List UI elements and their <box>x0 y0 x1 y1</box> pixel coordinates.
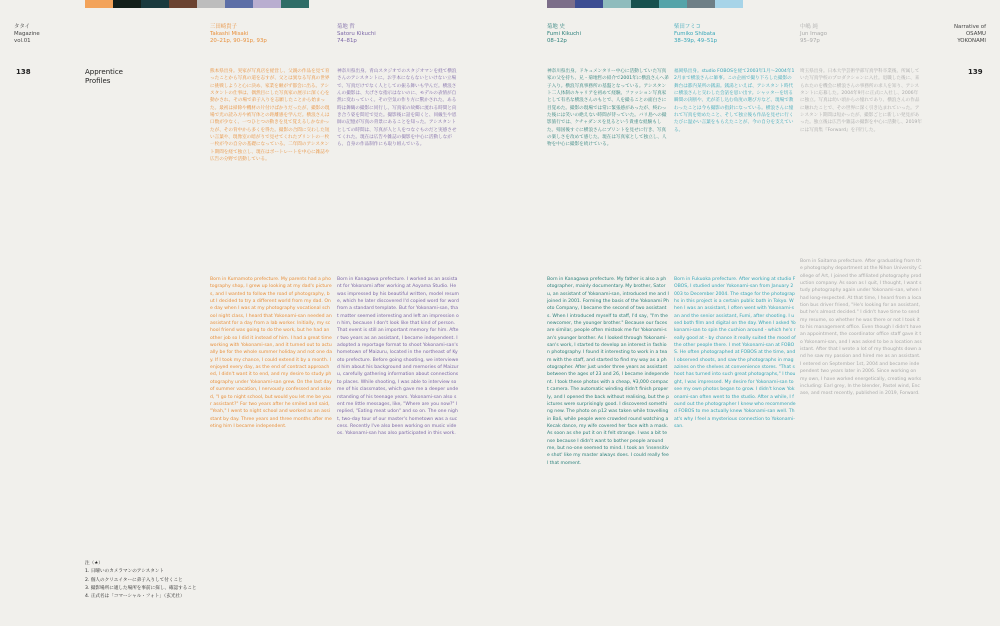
person-pages: 95–97p <box>800 38 820 44</box>
color-swatch <box>197 0 225 8</box>
magazine-title-jp: タタイ <box>14 24 31 30</box>
color-swatch <box>715 0 743 8</box>
footnotes <box>85 560 197 601</box>
person-name: Fumiko Shibata <box>674 31 716 37</box>
narrative-line2: OSAMU <box>965 31 986 37</box>
footnote-item: 4. 正式名は「コマーシャル・フォト」（玄光社） <box>85 594 185 600</box>
person-header <box>547 24 581 45</box>
color-swatch <box>631 0 659 8</box>
profile-en-text: Born in Kumamoto prefecture. My parents had a photography shop, I grew up looking at my dad's pictures, and I wanted to follow the road of photography, but I decided to try a different world from my dad. One day when I was at my photography vocational school night class, I heard that Yokonami-san needed an assistant for a day from a lab worker. Initially, my school friend was going to do the work, but he had another job so I did it instead of him. I had a great time working with Yokonami-san, and it turned out to actually be for the whole summer holiday and not one day. If I took my chance, I could extend it by a month. I enjoyed every day, as the end of contract approached, I didn't want it to end, and my desire to study photography under Yokonami-san grew. On the last day of summer vacation, I nervously confessed and asked, "I go to night school, but would you let me be your assistant?" For two years after he smiled and said, "Yeah," I went to night school and worked as an assistant by day. Three years and three months after meeting him I became independent. <box>210 277 332 429</box>
profile-en-text: Born in Saitama prefecture. After graduating from the photography department at the Nihon University College of Art, I joined the affiliated photography production company. As soon as I quit, I thought, I want study photography again under Yokonami-san, when I had long-respected. At that time, I heard from a location bus driver friend, "He's looking for an assistant, but he's almost decided." I didn't have time to send my resume, so whether he was there or not I took it to his management office. Even though I didn't have an appointment, the coordinator office staff gave it to Yokonami-san, and I was asked to be a location assistant. After that I wrote a lot of my thoughts down and he saw my passion and hired me as an assistant. I entered on September 1st, 2004 and became independent two years later in 2006. Since working on my own, I have worked energetically, creating works including: Earl grey, In the blender, Pastel wind, Encase, and most recently, published in 2019, Forward. <box>800 259 922 397</box>
footnote-item: 1. 日曜いのカメラマンのアシスタント <box>85 569 165 575</box>
footnote-item: 3. 撮影場所に適した場所を事前に探し、確認すること <box>85 585 197 591</box>
color-swatch <box>225 0 253 8</box>
color-swatch <box>281 0 309 8</box>
person-name: Jun Imago <box>800 31 828 37</box>
profile-en-text: Born in Kanagawa prefecture. My father is also a photographer, mainly documentary. My brother, Satoru, an assistant of Yokonami-san, introduced me and I joined in 2001. Forming the basis of the Yokonami Photo Company, I became the second of two assistants. When I introduced myself to staff, I'd say, "I'm the newcomer, the younger brother." Because our faces are similar, people often mistook me for Yokonami-san's younger brother. As I looked through Yokonami-san's work, I started to develop an interest in fashion photography. I found it interesting to work in a team with the staff, and started to find my way as a photographer. After just under three years as assistant between the ages of 23 and 26, I became independent. I took these photos with a cheap, ¥3,000 compact camera. The automatic winding didn't finish properly, and I opened the back without realising, but the pictures were surprisingly good. I discovered something new. The photo on p12 was taken while travelling in Bali, while people were crowded round watching a Kecak dance, my wife covered her face with a mask. As soon as she put it on it felt strange. I was a bit tense because I didn't want to bother people around me, but no-one seemed to mind. I took an 'insensitive shot' like my master always does. I could really feel that moment. <box>547 277 669 466</box>
person-name-jp: 中嶋 純 <box>800 24 818 30</box>
person-pages: 38–39p, 49–51p <box>674 38 718 44</box>
narrative-header <box>948 24 986 45</box>
color-swatch <box>687 0 715 8</box>
person-name-jp: 三田崎貴子 <box>210 24 237 30</box>
color-swatch <box>253 0 281 8</box>
profile-jp-text: 熊本県出身。実家が写真店を経営し、父親の作品を見て育ったことから写真の道を志すが、父とは異なる写真の世界に挑戦しようと心に決め、家業を継がず都会に出る。アシスタントの仕事は、偶然目にした写真家の展示に深く心を動かされ、その場で弟子入りを志願したことから始まった。最初は掃除や機材の片付けばかりだったが、撮影の現場で光の読み方や被写体との距離感を学んだ。横浪さんは口数が少なく、一つひとつの動きを見て覚えるしかなかったが、その背中から多くを得た。撮影の合間に交わした短い言葉や、現像室の暗がりで見せてくれたプリントの一枚一枚が今の自分の基礎になっている。二年間のアシスタント期間を経て独立し、現在はポートレートを中心に雑誌や広告の分野で活動している。 <box>210 69 330 163</box>
magazine-volume: vol.01 <box>14 38 31 44</box>
color-swatch <box>141 0 169 8</box>
footnotes-heading: 注（★） <box>85 561 103 566</box>
person-header <box>210 24 267 45</box>
section-title-line2: Profiles <box>85 77 111 85</box>
person-name: Satoru Kikuchi <box>337 31 376 37</box>
footnote-item: 2. 個人のクリエイターに弟子入りして付くこと <box>85 577 183 583</box>
color-swatch <box>547 0 575 8</box>
person-header <box>337 24 376 45</box>
color-swatch <box>113 0 141 8</box>
color-swatch <box>603 0 631 8</box>
profile-jp-text: 福岡県出身。studio FOBOSを経て2003年1月〜2004年12月まで横浪さんに師事。この企画で撮り下ろした撮影の舞台は都内某所の銭湯。銭湯といえば、アシスタント時代に横浪さんと交わした会話を思い出す。シャッターを切る瞬間の決断や、光が差し込む角度の選び方など、現場で教わったことは今も撮影の指針になっている。横浪さんに憧れて写真を始めたこと、そして独立後も作品を見せに行くたびに温かい言葉をもらえたことが、今の自分を支えている。 <box>674 69 795 133</box>
color-swatch <box>659 0 687 8</box>
color-swatch <box>575 0 603 8</box>
person-name-jp: 菊地 史 <box>547 24 565 30</box>
profile-en-text: Born in Kanagawa prefecture. I worked as an assistant for Yokonami after working at Aoyama Studio. He was impressed by his beautiful written, model resume, which he later discovered I'd copied word for word from a standard template. But for Yokonami-san, that matter seemed interesting and left an impression on him, because I don't look like that kind of person. That event is still an important memory for him. After two years as an assistant, I became independent. I adopted a reportage format to shoot Yokonami-san's hometown of Maizuru, located in the northeast of Kyoto prefecture. Before going shooting, we interviewed him about his background and memories of Maizuru, carefully gathering information about connections to places. While shooting, I was able to interview some of his classmates, which gave me a deeper understanding of his teenage years. Yokonami-san also sent me little messages, like, "Where are you now?" I replied, "Eating meat udon" and so on. The one night, two-day tour of our master's hometown was a success. Recently I've also been working on music videos. Yokonami-san has also participated in this work. <box>337 277 459 437</box>
narrative-line3: YOKONAMI <box>957 38 986 44</box>
profile-jp-text: 神奈川県出身。ドキュメンタリー中心に活動していた写真家の父を持ち、兄・菊地哲の紹介で2001年に横浪さんへ弟子入り。横浪写真事務所の基盤となっている。アシスタント二人体制のキャリアを初めて経験。ファッション写真家として有名な横浪さんのもとで、人を撮ることの面白さに目覚めた。撮影の現場では常に緊張感があったが、終わった後には笑いの絶えない時間が待っていた。バリ島への撮影旅行では、ケチャダンスを見るという貴重な経験もした。帰国後すぐに横浪さんにプリントを見せに行き、写真の楽しさを改めて感じた。現在は写真家として独立し、人物を中心に撮影を続けている。 <box>547 69 669 148</box>
person-header <box>800 24 827 45</box>
page-number-right: 139 <box>968 68 983 76</box>
profile-en-text: Born in Fukuoka prefecture. After working at studio FOBOS, I studied under Yokonami-san from January 2003 to December 2004. The stage for the photographs in this project is a certain public bath in Tokyo. When I was an assistant, I often went with Yokonami-san and the senior assistant, Fumi, after shooting. I used both film and digital on the day. When I asked Yokonami-san to spin the cushion around - which he's really good at - by chance it really suited the mood of the other people there. I met Yokonami-san at FOBOS. He often photographed at FOBOS at the time, and I observed shoots, and saw the photographs in magazines on the shelves at convenience stores. "That shoot has turned into such great photographs," I thought, I was impressed. My desire for Yokonami-san to see my own photos began to grow. I didn't know Yokonami-san often went to the studio. After a while, I found out the photographer I knew who recommended FOBOS to me actually knew Yokonami-san well. That's why I feel a mysterious connection to Yokonami-san. <box>674 277 796 429</box>
person-pages: 08–12p <box>547 38 567 44</box>
narrative-line1: Narrative of <box>953 24 986 30</box>
person-pages: 20–21p, 90–91p, 93p <box>210 38 267 44</box>
person-name: Fumi Kikuchi <box>547 31 581 37</box>
section-title <box>85 68 123 86</box>
person-name: Takashi Misaki <box>210 31 249 37</box>
profile-jp-text: 埼玉県出身。日本大学芸術学部写真学科卒業後、所属していた写真学校のプロダクションに入社。退職した後に、来られたのを機会に横浪さんの事務所の求人を知り、アシスタントに応募した。2004年9月に正式に入社し、2006年に独立。写真は幼い頃からの憧れであり、横浪さんの作品に触れたことで、その世界に深く引き込まれていった。アシスタント期間は短かったが、撮影ごとに新しい発見があった。独立後は広告や雑誌の撮影を中心に活動し、2019年には写真集『Forward』を刊行した。 <box>800 69 922 133</box>
person-pages: 74–81p <box>337 38 357 44</box>
profile-jp-text: 神奈川県出身。青山スタジオでのスタジオマンを経て横浪さんのアシスタントに。お手本にならないといけない立場で、写真だけでなく人としての振る舞いも学んだ。横浪さんの撮影は、大げさな指示はないのに、モデルの表情が自然に変わっていく。その空気の作り方に驚かされた。ある時は舞鶴の撮影に同行し、写真家の故郷に流れる時間と向き合う姿を間近で見た。撮影後に話を聞くと、同級生や恩師の記憶が写真の背景にあることを知った。アシスタントとしての時間は、写真が人と人をつなぐものだと実感させてくれた。現在は広告や雑誌の撮影を中心に活動しながら、自身の作品制作にも取り組んでいる。 <box>337 69 457 148</box>
magazine-header <box>14 24 40 45</box>
section-title-line1: Apprentice <box>85 68 123 76</box>
person-name-jp: 菊地 哲 <box>337 24 355 30</box>
magazine-title: Magazine <box>14 31 40 37</box>
person-name-jp: 柴田フミコ <box>674 24 701 30</box>
color-swatch <box>85 0 113 8</box>
person-header <box>674 24 717 45</box>
page-number-left: 138 <box>16 68 31 76</box>
color-swatch <box>169 0 197 8</box>
